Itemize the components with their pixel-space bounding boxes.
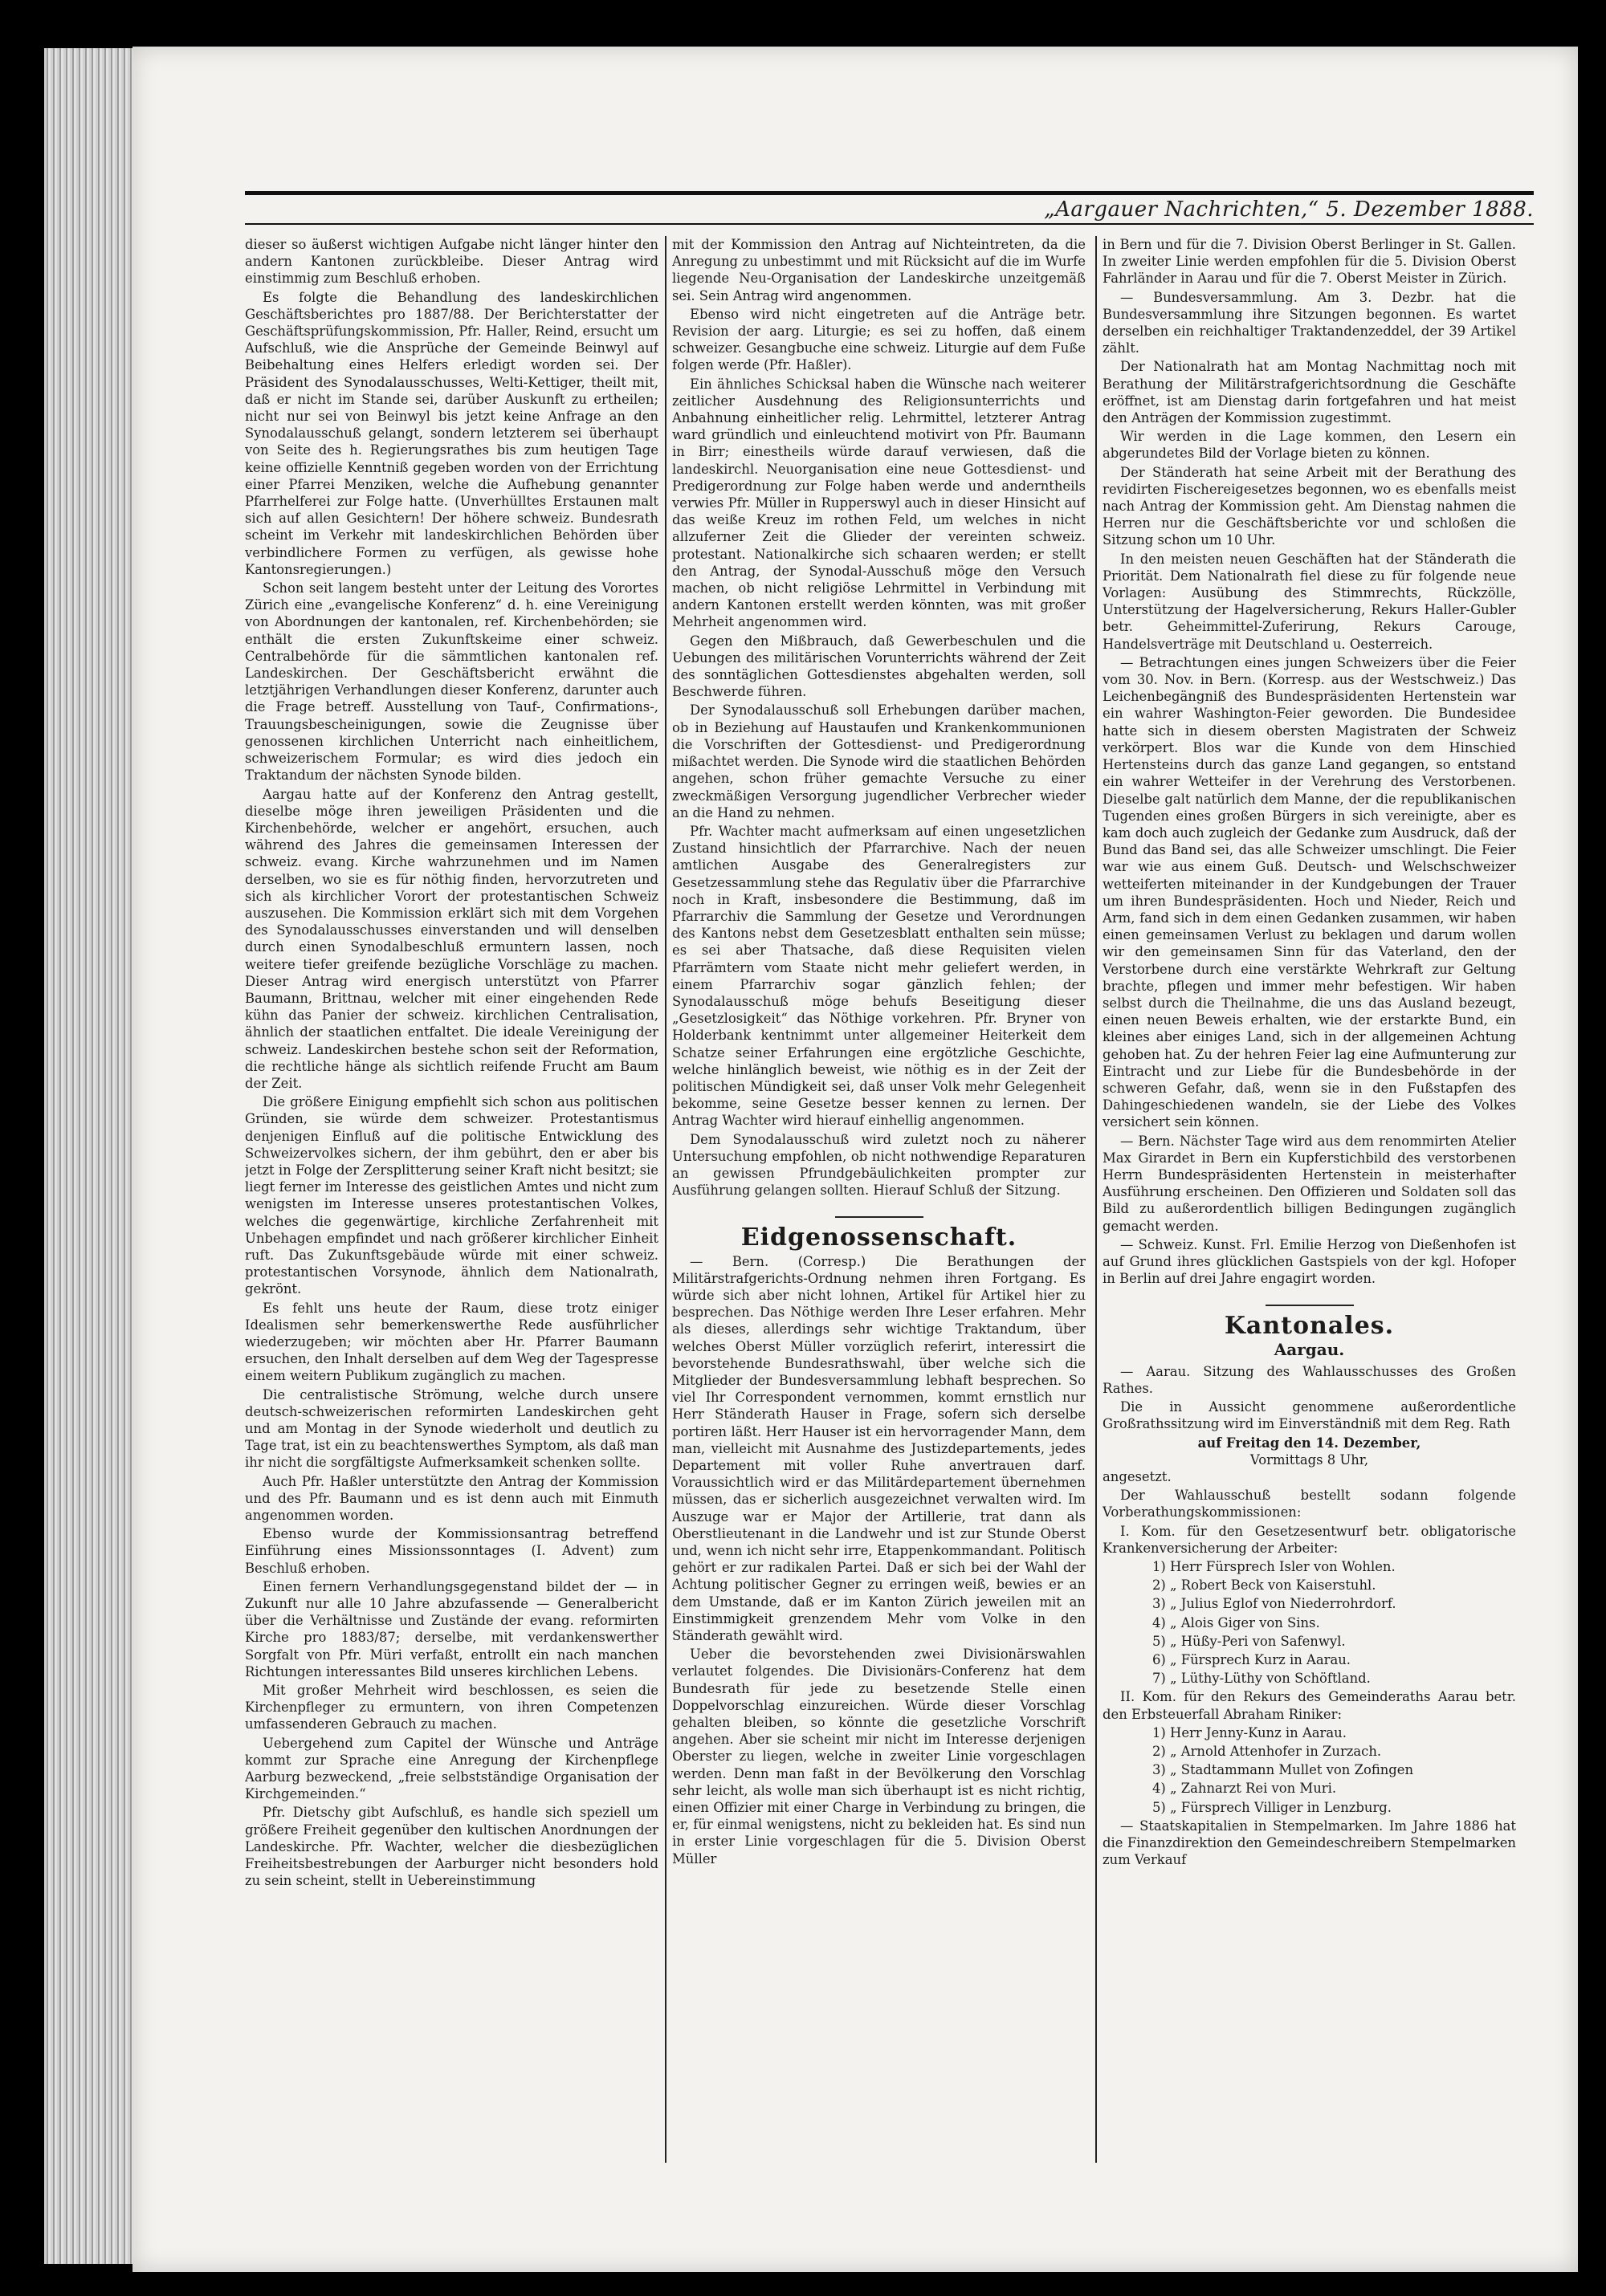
header-rule-bottom [245,223,1534,225]
list-item: 4) „ Alois Giger von Sins. [1152,1614,1320,1630]
paragraph: Einen fernern Verhandlungsgegenstand bildet der — in Zukunft nur alle 10 Jahre abzufassende — Generalbericht über die Verhältnisse und Zustände der evang. reformirten Kirche pro 1883/87; derselbe, mit verdankenswerther Sorgfalt von Pfr. Müri verfaßt, entrollt ein nach manchen Richtungen interessantes Bild unseres kirchlichen Lebens. [245,1578,658,1679]
paragraph: Ebenso wurde der Kommissionsantrag betreffend Einführung eines Missionssonntages (I. Advent) zum Beschluß erhoben. [245,1526,658,1576]
paragraph: Der Ständerath hat seine Arbeit mit der Berathung des revidirten Fischereigesetzes begonnen, wo es ebenfalls meist nach Antrag der Kommission geht. Am Dienstag nahmen die Herren nur die Geschäftsberichte vor und schloßen die Sitzung schon um 10 Uhr. [1103,464,1516,548]
paragraph: Die centralistische Strömung, welche durch unsere deutsch-schweizerischen reformirten Landeskirchen geht und am Montag in der Synode wiederholt und deutlich zu Tage trat, ist ein zu beachtenswerthes Symptom, als daß man ihr nicht die sorgfältigste Aufmerksamkeit schenken sollte. [245,1386,658,1471]
paragraph: — Bern. (Corresp.) Die Berathungen der Militärstrafgerichts-Ordnung nehmen ihren Fortgang. Es würde sich aber nicht lohnen, Artikel für Artikel hier zu besprechen. Das Nöthige werden Ihre Leser erfahren. Mehr als dieses, allerdings sehr wichtige Traktandum, über welches Oberst Müller vorzüglich referirt, interessirt die bevorstehende Bundesrathswahl, über welche sich die Mitglieder der Bundesversammlung lebhaft besprechen. So viel Ihr Correspondent vernommen, kommt ernstlich nur Herr Ständerath Hauser in Frage, sofern sich derselbe portiren läßt. Herr Hauser ist ein hervorragender Mann, dem man, vielleicht mit Ausnahme des Justizdepartements, jedes Departement mit voller Ruhe anvertrauen darf. Voraussichtlich wird er das Militärdepartement übernehmen müssen, das er sicherlich ausgezeichnet verwalten wird. Im Auszuge war er Major der Artillerie, trat dann als Oberstlieutenant in die Landwehr und ist zur Stunde Oberst und, wenn ich nicht sehr irre, Etappenkommandant. Politisch gehört er zur radikalen Partei. Daß er sich bei der Wahl der Achtung politischer Gegner zu erringen weiß, bewies er an dem Umstande, daß er im Kanton Zürich jeweilen mit an Einstimmigkeit grenzendem Mehr vom Volke in den Ständerath gewählt wird. [672,1253,1086,1644]
paragraph: — Staatskapitalien in Stempelmarken. Im Jahre 1886 hat die Finanzdirektion den Gemeindeschreibern Stempelmarken zum Verkauf [1103,1818,1516,1868]
paragraph: In den meisten neuen Geschäften hat der Ständerath die Priorität. Dem Nationalrath fiel diese zu für folgende neue Vorlagen: Ausübung des Stimmrechts, Rückzölle, Unterstützung der Hagelversicherung, Rekurs Haller-Gubler betr. Geheimmittel-Zuferirung, Rekurs Carouge, Handelsverträge mit Deutschland u. Oesterreich. [1103,551,1516,652]
column-2 [672,236,1086,2155]
paragraph: Die in Aussicht genommene außerordentliche Großrathssitzung wird im Einverständniß mit dem Reg. Rath [1103,1399,1516,1432]
header-rule-top [245,191,1534,195]
section-title-kantonales: Kantonales. [1224,1312,1395,1341]
section-separator [835,1216,923,1218]
paragraph: Pfr. Dietschy gibt Aufschluß, es handle sich speziell um größere Freiheit gegenüber den kultischen Anordnungen der Landeskirche. Pfr. Wachter, welcher die diesbezüglichen Freiheitsbestrebungen der Aarburger nicht besonders hold zu sein scheint, stellt in Uebereinstimmung [245,1805,658,1889]
paragraph: Es folgte die Behandlung des landeskirchlichen Geschäftsberichtes pro 1887/88. Der Berichterstatter der Geschäftsprüfungskommission, Pfr. Haller, Reind, ersucht um Aufschluß, wie die Ansprüche der Gemeinde Beinwyl auf Beibehaltung eines Helfers erledigt worden sei. Der Präsident des Synodalausschusses, Welti-Kettiger, theilt mit, daß er nicht im Stande sei, darüber Auskunft zu ertheilen; nicht nur sei von Beinwyl bis jetzt keine Anfrage an den Synodalausschuß gelangt, sondern letzterem sei überhaupt von Seite des h. Regierungsrathes bis zum heutigen Tage keine offizielle Kenntniß gegeben worden von der Errichtung einer Pfarrei Menziken, welche die Aufhebung genannter Pfarrhelferei zur Folge hatte. (Unverhülltes Erstaunen malt sich auf allen Gesichtern! Der höhere schweiz. Bundesrath scheint im Verkehr mit landeskirchlichen Behörden über verbindlichere Formen zu verfügen, als gewisse hohe Kantonsregierungen.) [245,289,658,577]
paragraph: Die größere Einigung empfiehlt sich schon aus politischen Gründen, sie würde dem schweizer. Protestantismus denjenigen Einfluß auf die politische Entwicklung des Schweizervolkes sichern, der ihm gebührt, den er aber bis jetzt in Folge der Zersplitterung seiner Kraft nicht besitzt; sie liegt ferner im Interesse des geistlichen Amtes und nicht zum wenigsten im Interesse unseres protestantischen Volkes, welches die gegenwärtige, kirchliche Zerfahrenheit mit Unbehagen empfindet und nach größerer kirchlicher Einheit ruft. Das Zukunftsgebäude würde mit einer schweiz. protestantischen Vorsynode, ähnlich dem Nationalrath, gekrönt. [245,1094,658,1297]
commission-title: I. Kom. für den Gesetzesentwurf betr. obligatorische Krankenversicherung der Arbeiter: [1103,1523,1516,1556]
paragraph: in Bern und für die 7. Division Oberst Berlinger in St. Gallen. In zweiter Linie werden empfohlen für die 5. Division Oberst Fahrländer in Aarau und für die 7. Oberst Meister in Zürich. [1103,237,1516,287]
list-item: 4) „ Zahnarzt Rei von Muri. [1152,1781,1337,1797]
paragraph: — Bundesversammlung. Am 3. Dezbr. hat die Bundesversammlung ihre Sitzungen begonnen. Es wartet derselben ein reichhaltiger Traktandenzeddel, der 39 Artikel zählt. [1103,289,1516,356]
paragraph: dieser so äußerst wichtigen Aufgabe nicht länger hinter den andern Kantonen zurückbleibe. Dieser Antrag wird einstimmig zum Beschluß erhoben. [245,237,658,287]
list-item: 3) „ Julius Eglof von Niederrohrdorf. [1152,1596,1396,1612]
section-separator [1266,1305,1354,1306]
paragraph: Gegen den Mißbrauch, daß Gewerbeschulen und die Uebungen des militärischen Vorunterrichts während der Zeit des sonntäglichen Gottesdienstes abgehalten werden, soll Beschwerde führen. [672,633,1086,700]
section-title: Eidgenossenschaft. [740,1223,1017,1252]
paragraph: — Aarau. Sitzung des Wahlausschusses des Großen Rathes. [1103,1363,1516,1396]
list-item: 1) Herr Jenny-Kunz in Aarau. [1152,1724,1347,1740]
commission-title: II. Kom. für den Rekurs des Gemeinderaths Aarau betr. den Erbsteuerfall Abraham Riniker: [1103,1689,1516,1722]
masthead: „Aargauer Nachrichten,“ 5. Dezember 1888. [1044,197,1534,222]
paragraph: Pfr. Wachter macht aufmerksam auf einen ungesetzlichen Zustand hinsichtlich der Pfarrarchive. Nach der neuen amtlichen Ausgabe des Generalregisters zur Gesetzessammlung stehe das Regulativ über die Pfarrarchive noch in Kraft, insbesondere die Bestimmung, daß im Pfarrarchiv die Sammlung der Gesetze und Verordnungen des Kantons nebst dem Gesetzesblatt enthalten sein müsse; es sei aber Thatsache, daß diese Requisiten vielen Pfarrämtern vom Staate nicht mehr geliefert werden, in einem Pfarrarchiv sogar gänzlich fehlen; der Synodalausschuß möge behufs Beseitigung dieser „Gesetzlosigkeit“ das Nöthige vorkehren. Pfr. Bryner von Holderbank kentnimmt unter allgemeiner Heiterkeit dem Schatze seiner Erfahrungen eine ergötzliche Geschichte, welche hinlänglich beweist, wie nöthig es in der Zeit der politischen Mündigkeit sei, daß unser Volk mehr Gelegenheit bekomme, seine Gesetze besser kennen zu lernen. Der Antrag Wachter wird hierauf einhellig angenommen. [672,823,1086,1129]
book-page-edges [44,48,132,2264]
list-item: 7) „ Lüthy-Lüthy von Schöftland. [1152,1671,1371,1687]
paragraph: Es fehlt uns heute der Raum, diese trotz einiger Idealismen sehr bemerkenswerthe Rede ausführlicher wiederzugeben; wir möchten aber Hr. Pfarrer Baumann ersuchen, den Inhalt derselben auf dem Weg der Tagespresse einem weitern Publikum zugänglich zu machen. [245,1300,658,1384]
newspaper-page [132,47,1578,2272]
paragraph: Der Nationalrath hat am Montag Nachmittag noch mit Berathung der Militärstrafgerichtsordnung die Geschäfte eröffnet, ist am Dienstag darin fortgefahren und hat meist den Anträgen der Kommission zugestimmt. [1103,359,1516,426]
list-item: 6) „ Fürsprech Kurz in Aarau. [1152,1652,1351,1668]
paragraph: mit der Kommission den Antrag auf Nichteintreten, da die Anregung zu unbestimmt und mit Rücksicht auf die im Wurfe liegende Neu-Organisation der Landeskirche unzeitgemäß sei. Sein Antrag wird angenommen. [672,237,1086,303]
column-divider [665,236,666,2163]
paragraph: Wir werden in die Lage kommen, den Lesern ein abgerundetes Bild der Vorlage bieten zu können. [1103,429,1516,462]
paragraph: Schon seit langem besteht unter der Leitung des Vorortes Zürich eine „evangelische Konferenz“ d. h. eine Vereinigung von Abordnungen der kantonalen, ref. Kirchenbehörden; sie enthält die ersten Zukunftskeime einer schweiz. Centralbehörde für die sämmtlichen kantonalen ref. Landeskirchen. Der Geschäftsbericht erwähnt die letztjährigen Verhandlungen dieser Konferenz, darunter auch die Frage betreff. Ausstellung von Tauf-, Confirmations-, Trauungsbescheinigungen, sowie die Zeugnisse über genossenen kirchlichen Unterricht nach einheitlichem, schweizerischem Formular; es wird dies jedoch ein Traktandum der nächsten Synode bilden. [245,580,658,784]
paragraph: — Betrachtungen eines jungen Schweizers über die Feier vom 30. Nov. in Bern. (Korresp. aus der Westschweiz.) Das Leichenbegängniß des Bundespräsidenten Hertenstein war ein wahrer Washington-Feier geworden. Die Bundesidee hatte sich in diesem obersten Magistraten der Schweiz verkörpert. Blos war die Kunde von dem Hinschied Hertensteins durch das ganze Land gegangen, so entstand ein wahrer Wetteifer in der Verehrung des Verstorbenen. Dieselbe galt natürlich dem Manne, der die republikanischen Tugenden eines großen Bürgers in sich vereinigte, aber es kam doch auch zugleich der Gedanke zum Ausdruck, daß der Bund das Band sei, das alle Schweizer umschlingt. Die Feier war wie aus einem Guß. Deutsch- und Welschschweizer wetteiferten miteinander in der Kundgebungen der Trauer um ihren Bundespräsidenten. Hoch und Nieder, Reich und Arm, fand sich in dem einen Gedanken zusammen, wir haben einen gemeinsamen Verlust zu beklagen und darum wollen wir den gemeinsamen Sinn für das Vaterland, den der Verstorbene durch eine verstärkte Wehrkraft zur Geltung brachte, pflegen und immer mehr befestigen. Wir haben selbst durch die Theilnahme, die uns das Ausland bezeugt, einen neuen Beweis erhalten, wie der erstarkte Bund, ein kleines aber einiges Land, sich in der allgemeinen Achtung gehoben hat. Zu der hehren Feier lag eine Aufmunterung zur Eintracht und zur Liebe für die Bundesbehörde in der schweren Gefahr, daß, wenn sie in den Fußstapfen des Dahingeschiedenen wandeln, sie der Liebe des Volkes versichert sein können. [1103,654,1516,1130]
paragraph: Auch Pfr. Haßler unterstützte den Antrag der Kommission und des Pfr. Baumann und es ist denn auch mit Einmuth angenommen worden. [245,1473,658,1524]
subsection-title: Aargau. [1274,1339,1345,1359]
list-item: 2) „ Arnold Attenhofer in Zurzach. [1152,1744,1382,1760]
paragraph: — Bern. Nächster Tage wird aus dem renommirten Atelier Max Girardet in Bern ein Kupferstichbild des verstorbenen Herrn Bundespräsidenten Hertenstein in meisterhafter Ausführung erscheinen. Den Offizieren und Soldaten soll das Bild zu außerordentlich billigen Bedingungen zugänglich gemacht werden. [1103,1133,1516,1234]
column-1 [245,236,658,2155]
column-divider [1095,236,1097,2163]
list-item: 5) „ Fürsprech Villiger in Lenzburg. [1152,1799,1392,1815]
paragraph: Ebenso wird nicht eingetreten auf die Anträge betr. Revision der aarg. Liturgie; es sei zu hoffen, daß einem schweizer. Gesangbuche eine schweiz. Liturgie auf dem Fuße folgen werde (Pfr. Haßler). [672,306,1086,373]
list-item: 5) „ Hüßy-Peri von Safenwyl. [1152,1633,1346,1649]
paragraph: Uebergehend zum Capitel der Wünsche und Anträge kommt zur Sprache eine Anregung der Kirchenpflege Aarburg bezweckend, „freie selbstständige Organisation der Kirchgemeinden.“ [245,1735,658,1802]
list-item: 2) „ Robert Beck von Kaiserstuhl. [1152,1577,1376,1594]
meeting-date: auf Freitag den 14. Dezember, [1197,1435,1421,1451]
paragraph: angesetzt. [1103,1469,1172,1485]
list-item: 3) „ Stadtammann Mullet von Zofingen [1152,1762,1414,1778]
paragraph: Aargau hatte auf der Konferenz den Antrag gestellt, dieselbe möge ihren jeweiligen Präsidenten und die Kirchenbehörde, welcher er angehört, ersuchen, auch während des Jahres die gemeinsamen Interessen der schweiz. evang. Kirche wahrzunehmen und im Namen derselben, wo sie es für nöthig finden, hervorzutreten und sich als kirchlicher Vorort der protestantischen Schweiz auszusehen. Die Kommission erklärt sich mit dem Vorgehen des Synodalausschusses einverstanden und will denselben durch einen Synodalbeschluß ermuntern lassen, noch weitere tiefer greifende bezügliche Vorschläge zu machen. Dieser Antrag wird energisch unterstützt von Pfarrer Baumann, Brittnau, welcher mit einer eingehenden Rede kühn das Panier der schweiz. kirchlichen Centralisation, ähnlich der staatlichen entfaltet. Die ideale Vereinigung der schweiz. Landeskirchen bestehe schon seit der Reformation, die rechtliche hänge als sichtlich reifende Frucht am Baum der Zeit. [245,786,658,1091]
paragraph: Mit großer Mehrheit wird beschlossen, es seien die Kirchenpfleger zu ermuntern, von ihren Competenzen umfassenderen Gebrauch zu machen. [245,1683,658,1732]
paragraph: Der Synodalausschuß soll Erhebungen darüber machen, ob in Beziehung auf Haustaufen und Krankenkommunionen die Vorschriften der Gottesdienst- und Predigerordnung mißachtet werden. Die Synode wird die staatlichen Behörden angehen, schon früher gemachte Versuche zu einer zweckmäßigen Versorgung jugendlicher Verbrecher wieder an die Hand zu nehmen. [672,702,1086,820]
meeting-time: Vormittags 8 Uhr, [1249,1451,1369,1468]
paragraph: — Schweiz. Kunst. Frl. Emilie Herzog von Dießenhofen ist auf Grund ihres glücklichen Gastspiels von der kgl. Hofoper in Berlin auf drei Jahre engagirt worden. [1103,1236,1516,1287]
list-item: 1) Herr Fürsprech Isler von Wohlen. [1152,1559,1396,1575]
paragraph: Ueber die bevorstehenden zwei Divisionärswahlen verlautet folgendes. Die Divisionärs-Conferenz hat dem Bundesrath für jede zu besetzende Stelle einen Doppelvorschlag einzureichen. Würde dieser Vorschlag gehalten bleiben, so könnte die gesetzliche Vorschrift angehen. Aber sie scheint mir nicht im Interesse derjenigen Oberster zu liegen, welche in zweiter Linie vorgeschlagen werden. Denn man faßt in der Bevölkerung den Vorschlag sehr leicht, als wolle man sich überhaupt ist es nicht richtig, einen Offizier mit einer Charge in Verbindung zu bringen, die er, für einmal wenigstens, nicht zu bekleiden hat. Es sind nun in erster Linie vorgeschlagen für die 5. Division Oberst Müller [672,1647,1086,1867]
paragraph: Ein ähnliches Schicksal haben die Wünsche nach weiterer zeitlicher Ausdehnung des Religionsunterrichts und Anbahnung einheitlicher relig. Lehrmittel, letzterer Antrag ward gründlich und einleuchtend motivirt von Pfr. Baumann in Birr; einestheils würde darauf verwiesen, daß die landeskirchl. Neuorganisation eine neue Gottesdienst- und Predigerordnung zur Folge haben werde und anderntheils verwies Pfr. Müller in Rupperswyl auch in dieser Hinsicht auf das weiße Kreuz im rothen Feld, um welches in nicht allzuferner Zeit die Glieder der vereinten schweiz. protestant. Nationalkirche sich schaaren werden; er stellt den Antrag, der Synodal-Ausschuß möge den Versuch machen, ob nicht religiöse Lehrmittel in Verbindung mit andern Kantonen erstellt werden könnten, was mit großer Mehrheit angenommen wird. [672,376,1086,630]
paragraph: Dem Synodalausschuß wird zuletzt noch zu näherer Untersuchung empfohlen, ob nicht nothwendige Reparaturen an gewissen Pfrundgebäulichkeiten prompter zur Ausführung gelangen sollten. Hierauf Schluß der Sitzung. [672,1131,1086,1199]
paragraph: Der Wahlausschuß bestellt sodann folgende Vorberathungskommissionen: [1103,1488,1516,1520]
column-3 [1103,236,1516,2155]
